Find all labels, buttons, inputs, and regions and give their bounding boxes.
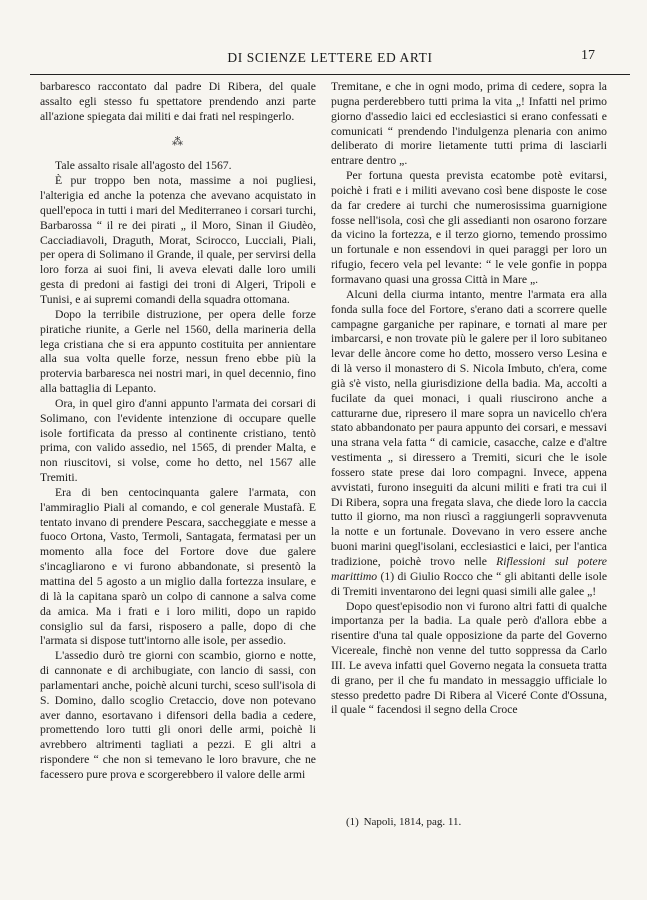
- paragraph: Tale assalto risale all'agosto del 1567.: [55, 159, 232, 173]
- header-rule: [30, 74, 630, 75]
- footnote: [346, 815, 616, 829]
- paragraph-text: di Giulio Rocco che “ gli abitanti delle isole di Tremiti inventarono dei legni quasi simili alle galee „!: [331, 569, 608, 598]
- paragraph: L'assedio durò tre giorni con scambio, giorno e notte, di cannonate e di archibugiate, con lancio di sassi, con parlamentari anche, poichè alcuni turchi, sceso sull'isola di S. Domino, dallo scoglio Cretaccio, dove non potevano aver danno, esortavano i difensori della badia a cedere, promettendo loro tutti gli onori delle armi, poichè li avrebbero altrimenti tagliati a pezzi. E gli altri a rispondere “ che non si temevano le loro bravure, che ne facessero pure prova e scorgerebbero il valore delle armi: [40, 649, 316, 781]
- cited-work-title: Riflessioni sul potere marittimo: [331, 555, 607, 583]
- running-title: DI SCIENZE LETTERE ED ARTI: [227, 50, 433, 65]
- paragraph: [331, 288, 607, 600]
- paragraph: barbaresco raccontato dal padre Di Ribera, del quale assalto egli stesso fu spettatore prendendo anzi parte all'azione spiegata dai militi e dai frati nel respingerlo.: [40, 80, 316, 123]
- footnote-reference: (1): [380, 569, 395, 583]
- paragraph: Per fortuna questa prevista ecatombe potè evitarsi, poichè i frati e i militi avevano così bene disposte le cose da far credere ai turchi che numerosissima guarnigione fosse nell'isola, così che gli assedianti non osarono forzare da vicino la fortezza, e il terzo giorno, temendo prossimo un fortunale e non essendovi in quei paraggi per loro un rifugio, fecero vela pel levante: “ le vele gonfie in poppa formavano quasi una grossa Città in Mare „.: [331, 169, 607, 286]
- paragraph: Era di ben centocinquanta galere l'armata, con l'ammiraglio Piali al comando, e col generale Mustafà. E tentato invano di prendere Pescara, saccheggiate e messe a fuoco Ortona, Vasto, Termoli, Santagata, fermatasi per un momento alla foce del Fortore dove due galere s'incagliarono e vi furono abbandonate, si presentò la mattina del 5 agosto a un miglio dalla fortezza insulare, e di là la capitana sparò un colpo di cannone a salva come da amica. Ma i frati e i loro militi, dopo un rapido consiglio sul da farsi, risposero a palle, dopo di che l'armata si dispose tutt'intorno alle isole, per assedio.: [40, 485, 316, 648]
- left-column: [40, 80, 316, 783]
- page-number: 17: [581, 48, 595, 63]
- section-ornament: ⁂: [172, 135, 184, 148]
- paragraph: Ora, in quel giro d'anni appunto l'armata dei corsari di Solimano, con l'evidente intenzione di occupare quelle isole fortificata da presso al continente cristiano, tentò prima, con valido assedio, nel 1565, di prender Malta, e non riuscitovi, si volse, come ho detto, nel 1567 alle Tremiti.: [40, 396, 316, 485]
- footnote-text: Napoli, 1814, pag. 11.: [363, 816, 462, 828]
- paragraph: Dopo quest'episodio non vi furono altri fatti di qualche importanza per la badia. La quale però d'allora ebbe a risentire d'una tal quale opposizione da parte del Governo Vicereale, finchè non venne del tutto soppressa da Carlo III. Le aveva infatti quel Governo negata la consueta tratta di grano, per il che fu mandato in messaggio ufficiale lo stesso predetto padre Di Ribera al Viceré Conte d'Ossuna, il quale “ facendosi il segno della Croce: [331, 599, 607, 717]
- right-column: [331, 80, 607, 718]
- paragraph-text: Alcuni della ciurma intanto, mentre l'armata era alla fonda sulla foce del Fortore, s'erano dati a scorrere quelle campagne garganiche per rapinare, e tornati al mare per imbarcarsi, e non trovate più le galere per il loro subitaneo levar delle àncore come ho detto, mossero verso Lesina e di là verso il monastero di S. Nicola Imbuto, ch'era, come già s'è visto, nella giurisdizione della badia. Ma, accolti a fucilate da quei monaci, i quali riuscirono anche a catturarne due, ripresero il mare sopra un navicello ch'era stato abbandonato per paura appunto dei corsari, e messavi una strana vela fatta “ di camicie, casacche, calze e d'altre vestimenta „ si diressero a Tremiti, sicuri che le isole fossero state prese dai loro compagni. Invece, appena avvistati, furono inseguiti da alcuni militi e frati tra cui il Di Ribera, sopra una fregata slava, che diede loro la caccia tutto il giorno, ma non riuscì a raggiungerli sopravvenuta la notte e un fortunale. Dovevano in vero essere anche buoni marini quegl'isolani, ecclesiastici e laici, per l'antica tradizione, poichè trovo nelle: [331, 287, 607, 568]
- footnote-marker: (1): [346, 816, 359, 828]
- paragraph: Tremitane, e che in ogni modo, prima di cedere, sopra la pugna perderebbero tutti prima la vita „! Infatti nel primo giorno d'assedio laici ed ecclesiastici si erano confessati e comunicati “ prendendo l'indulgenza plenaria con animo deliberato di morire lietamente tutti prima di lasciarli entrare dentro „.: [331, 80, 607, 168]
- paragraph: È pur troppo ben nota, massime a noi pugliesi, l'alterigia ed anche la potenza che avevano acquistato in quell'epoca in tutti i mari del Mediterraneo i corsari turchi, Barbarossa “ il re dei pirati „ il Moro, Sinan il Giudèo, Cacciadiavoli, Draguth, Morat, Scirocco, Lucciali, Piali, per opera di Solimano il Grande, il quale, per servirsi della loro forza ai suoi fini, li aveva elevati dalle loro umili gesta di predoni ai fastigi dei troni di Algeri, Tripoli e Tunisi, e ai supremi comandi della squadra ottomana.: [40, 174, 316, 306]
- paragraph: Dopo la terribile distruzione, per opera delle forze piratiche riunite, a Gerle nel 1560, della marineria della lega cristiana che si era appunto costituita per annientare alla sua volta quelle forze, nessun freno ebbe più la protervia barbaresca nei nostri mari, in quel decennio, fino alla battaglia di Lepanto.: [40, 307, 316, 396]
- page-header: [30, 38, 630, 68]
